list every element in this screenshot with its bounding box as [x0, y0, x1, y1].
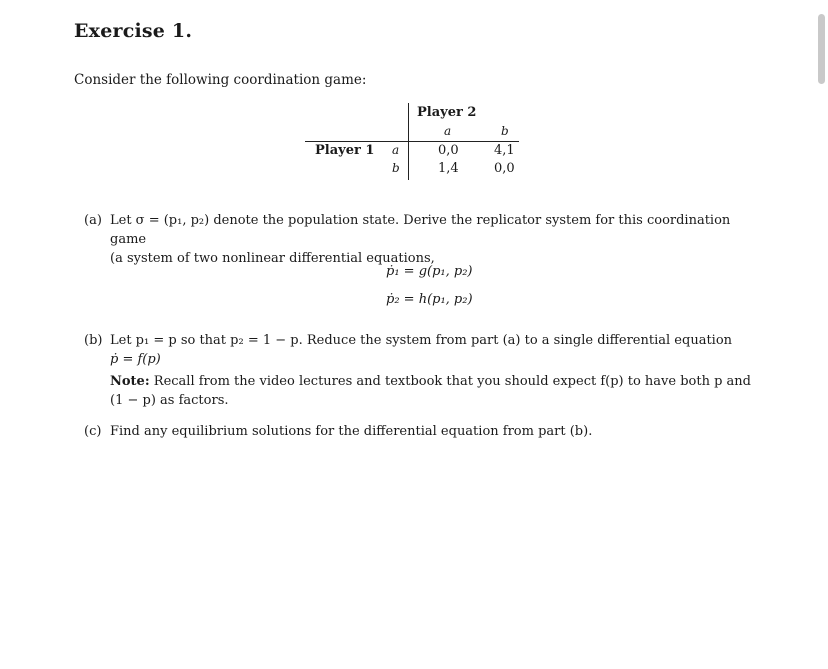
note-line-1: Recall from the video lectures and textbook that you should expect f(p) to have both p and	[153, 374, 752, 389]
note-line-2: (1 − p) as factors.	[110, 393, 229, 408]
table-horizontal-rule	[305, 141, 519, 142]
part-a-line-2: (a system of two nonlinear differential equations,	[110, 251, 435, 266]
payoff-cell-ba: 1,4	[438, 161, 459, 176]
note-label: Note:	[110, 374, 150, 389]
part-b-line-1: Let p₁ = p so that p₂ = 1 − p. Reduce the system from part (a) to a single differential equation	[110, 333, 733, 348]
payoff-cell-bb: 0,0	[494, 161, 515, 176]
row-strategy-b: b	[392, 161, 400, 175]
row-strategy-a: a	[392, 143, 400, 157]
scrollbar[interactable]	[814, 0, 828, 669]
scrollbar-thumb[interactable]	[818, 14, 825, 84]
payoff-cell-ab: 4,1	[494, 143, 515, 158]
part-a-line-1: Let σ = (p₁, p₂) denote the population state. Derive the replicator system for this coordination game	[110, 213, 731, 247]
part-c-label: (c)	[84, 424, 102, 439]
row-player-label: Player 1	[315, 143, 375, 158]
col-strategy-a: a	[444, 124, 452, 138]
part-b-text	[110, 331, 760, 410]
payoff-cell-aa: 0,0	[438, 143, 459, 158]
part-b-note	[110, 372, 760, 391]
equation-p2-dot: ṗ₂ = h(p₁, p₂)	[386, 292, 473, 307]
equation-p1-dot: ṗ₁ = g(p₁, p₂)	[386, 264, 473, 279]
part-a-text	[110, 211, 760, 268]
part-c-text: Find any equilibrium solutions for the differential equation from part (b).	[110, 424, 593, 439]
intro-text: Consider the following coordination game:	[74, 72, 367, 88]
col-strategy-b: b	[501, 124, 509, 138]
part-a-label: (a)	[84, 213, 102, 228]
exercise-title: Exercise 1.	[74, 20, 193, 42]
col-player-label: Player 2	[417, 105, 477, 120]
part-b-label: (b)	[84, 333, 103, 348]
payoff-table	[305, 103, 530, 183]
part-b-line-2: ṗ = f(p)	[110, 352, 161, 367]
